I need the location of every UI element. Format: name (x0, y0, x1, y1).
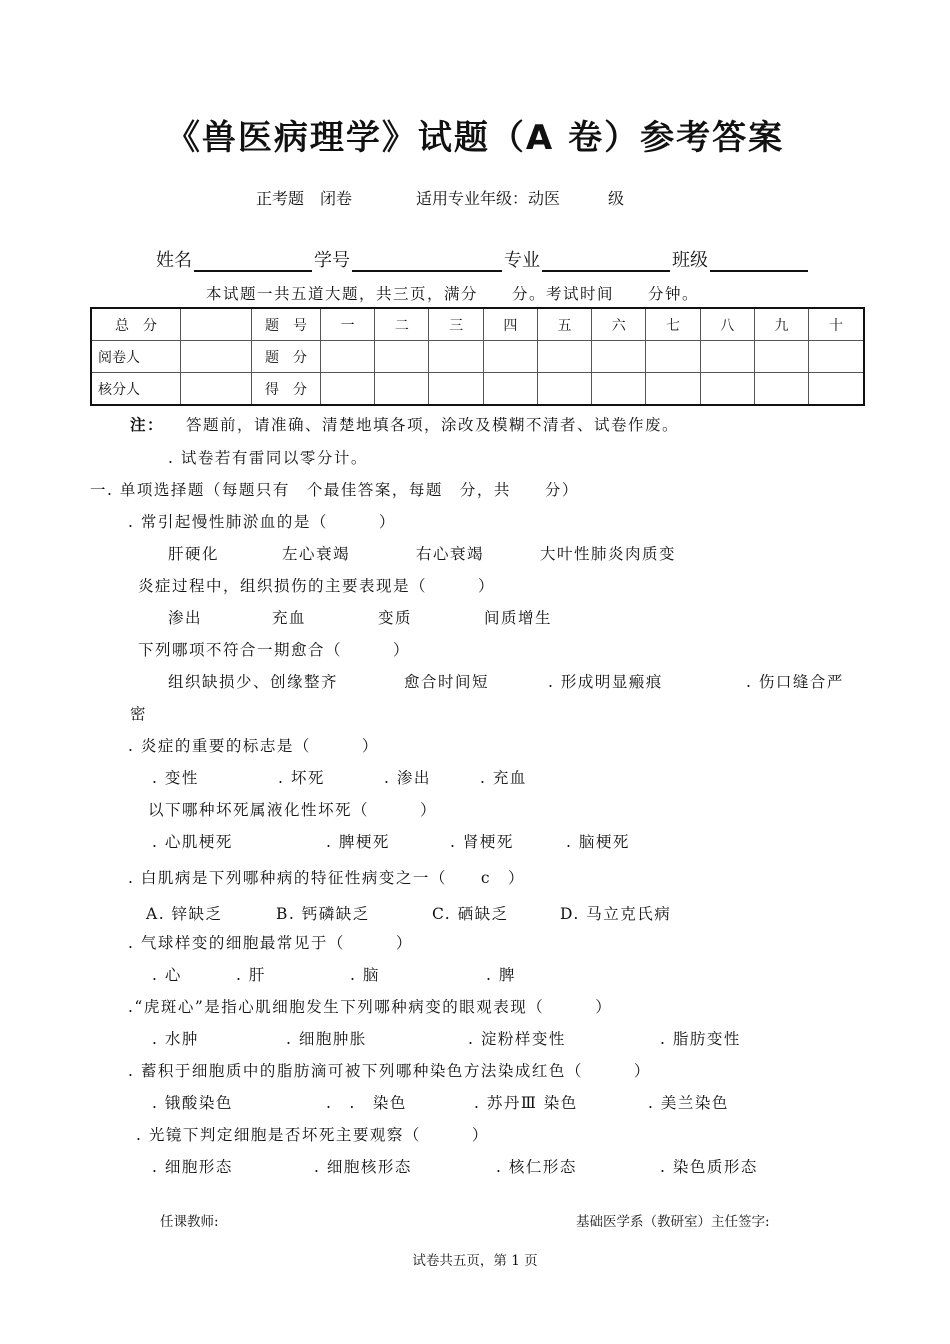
cell-empty (646, 341, 700, 373)
teacher-label: 任课教师: (160, 1214, 219, 1230)
cell-empty (321, 341, 375, 373)
question-stem: .“虎斑心”是指心肌细胞发生下列哪种病变的眼观表现（ ） (128, 998, 613, 1016)
cell-empty (537, 341, 591, 373)
cell-empty (429, 373, 483, 406)
cell-got-label: 得 分 (252, 373, 321, 406)
cell-empty (592, 341, 646, 373)
cell-empty (592, 373, 646, 406)
question-stem: . 白肌病是下列哪种病的特征性病变之一（ c ） (128, 869, 526, 887)
question-stem: 炎症过程中，组织损伤的主要表现是（ ） (138, 577, 496, 595)
cell-empty (483, 341, 537, 373)
question-stem: 下列哪项不符合一期愈合（ ） (138, 641, 411, 659)
page-title: 《兽医病理学》试题（A 卷）参考答案 (165, 118, 785, 158)
page-number: 试卷共五页，第 1 页 (412, 1253, 538, 1269)
option: . 核仁形态 (496, 1158, 577, 1176)
option: . 苏丹Ⅲ 染色 (474, 1094, 578, 1112)
cell-checker-label: 核分人 (91, 373, 181, 406)
cell-q9: 九 (754, 308, 808, 341)
question-stem: 以下哪种坏死属液化性坏死（ ） (148, 801, 438, 819)
cell-empty (483, 373, 537, 406)
option: 充血 (272, 609, 307, 627)
option: . 美兰染色 (648, 1094, 729, 1112)
cell-q2: 二 (375, 308, 429, 341)
option: 愈合时间短 (404, 673, 490, 691)
major-field[interactable] (542, 250, 670, 272)
notes-line-1: 答题前，请准确、清楚地填各项，涂改及模糊不清者、试卷作废。 (186, 416, 680, 434)
cell-empty (809, 373, 864, 406)
option: . 水肿 (152, 1030, 199, 1048)
option: . 肾梗死 (450, 833, 514, 851)
student-info-row (156, 246, 810, 272)
option: . 染色质形态 (660, 1158, 758, 1176)
option: 大叶性肺炎肉质变 (540, 545, 677, 563)
cell-empty (754, 341, 808, 373)
cell-total-value (181, 308, 252, 341)
option: . 心 (152, 966, 182, 984)
cell-grader-value (181, 341, 252, 373)
question-stem: . 光镜下判定细胞是否坏死主要观察（ ） (136, 1126, 489, 1144)
option: D. 马立克氏病 (560, 905, 672, 923)
cell-empty (809, 341, 864, 373)
option: A. 锌缺乏 (146, 905, 223, 923)
cell-empty (754, 373, 808, 406)
cell-empty (646, 373, 700, 406)
option: 肝硬化 (168, 545, 220, 563)
cell-q6: 六 (592, 308, 646, 341)
option: 右心衰竭 (416, 545, 485, 563)
option: 变质 (378, 609, 413, 627)
option: . 坏死 (278, 769, 325, 787)
question-stem: . 常引起慢性肺淤血的是（ ） (128, 513, 396, 531)
option: 渗出 (168, 609, 203, 627)
question-stem: . 炎症的重要的标志是（ ） (128, 737, 379, 755)
cell-empty (375, 373, 429, 406)
cell-points-label: 题 分 (252, 341, 321, 373)
id-field[interactable] (352, 250, 502, 272)
notes-line-2: . 试卷若有雷同以零分计。 (168, 449, 368, 467)
option: . 充血 (480, 769, 527, 787)
option-overflow: 密 (130, 705, 148, 723)
cell-empty (700, 341, 754, 373)
cell-q4: 四 (483, 308, 537, 341)
option: . . 染色 (326, 1094, 407, 1112)
score-row-points (91, 341, 864, 373)
option: . 淀粉样变性 (468, 1030, 566, 1048)
option: . 渗出 (384, 769, 431, 787)
cell-q10: 十 (809, 308, 864, 341)
option: . 脑 (350, 966, 380, 984)
cell-q3: 三 (429, 308, 483, 341)
notes-label: 注： (130, 415, 165, 434)
option: . 细胞核形态 (314, 1158, 412, 1176)
major-label: 专业 (504, 250, 540, 271)
question-stem: . 气球样变的细胞最常见于（ ） (128, 934, 413, 952)
cell-question-no-label: 题 号 (252, 308, 321, 341)
option: 组织缺损少、创缘整齐 (168, 673, 339, 691)
cell-grader-label: 阅卷人 (91, 341, 181, 373)
section-heading: 一. 单项选择题（每题只有 个最佳答案，每题 分，共 分） (90, 481, 579, 499)
option: . 细胞肿胀 (286, 1030, 367, 1048)
exam-type: 正考题 闭卷 (256, 189, 353, 208)
option: . 脂肪变性 (660, 1030, 741, 1048)
option: 间质增生 (484, 609, 553, 627)
option: . 脑梗死 (566, 833, 630, 851)
cell-total-label: 总 分 (91, 308, 181, 341)
exam-intro: 本试题一共五道大题，共三页，满分 分。考试时间 分钟。 (206, 285, 700, 303)
class-label: 班级 (672, 250, 708, 271)
cell-empty (700, 373, 754, 406)
score-row-number (91, 308, 864, 341)
option: . 伤口缝合严 (746, 673, 844, 691)
cell-checker-value (181, 373, 252, 406)
option: . 脾 (486, 966, 516, 984)
cell-q7: 七 (646, 308, 700, 341)
cell-empty (537, 373, 591, 406)
option: . 变性 (152, 769, 199, 787)
name-field[interactable] (194, 250, 312, 272)
cell-empty (375, 341, 429, 373)
option: . 心肌梗死 (152, 833, 233, 851)
major-grade: 适用专业年级：动医 级 (416, 189, 625, 208)
option: . 锇酸染色 (152, 1094, 233, 1112)
option: 左心衰竭 (282, 545, 351, 563)
class-field[interactable] (710, 250, 808, 272)
cell-empty (429, 341, 483, 373)
cell-empty (321, 373, 375, 406)
option: . 细胞形态 (152, 1158, 233, 1176)
name-label: 姓名 (156, 250, 192, 271)
option: . 形成明显瘢痕 (548, 673, 663, 691)
option: . 脾梗死 (326, 833, 390, 851)
question-stem: . 蓄积于细胞质中的脂肪滴可被下列哪种染色方法染成红色（ ） (128, 1062, 651, 1080)
cell-q8: 八 (700, 308, 754, 341)
cell-q1: 一 (321, 308, 375, 341)
cell-q5: 五 (537, 308, 591, 341)
score-row-got (91, 373, 864, 406)
score-table (90, 307, 865, 406)
id-label: 学号 (314, 250, 350, 271)
option: . 肝 (236, 966, 266, 984)
director-signature-label: 基础医学系（教研室）主任签字: (576, 1214, 770, 1230)
option: B. 钙磷缺乏 (276, 905, 370, 923)
option: C. 硒缺乏 (432, 905, 509, 923)
